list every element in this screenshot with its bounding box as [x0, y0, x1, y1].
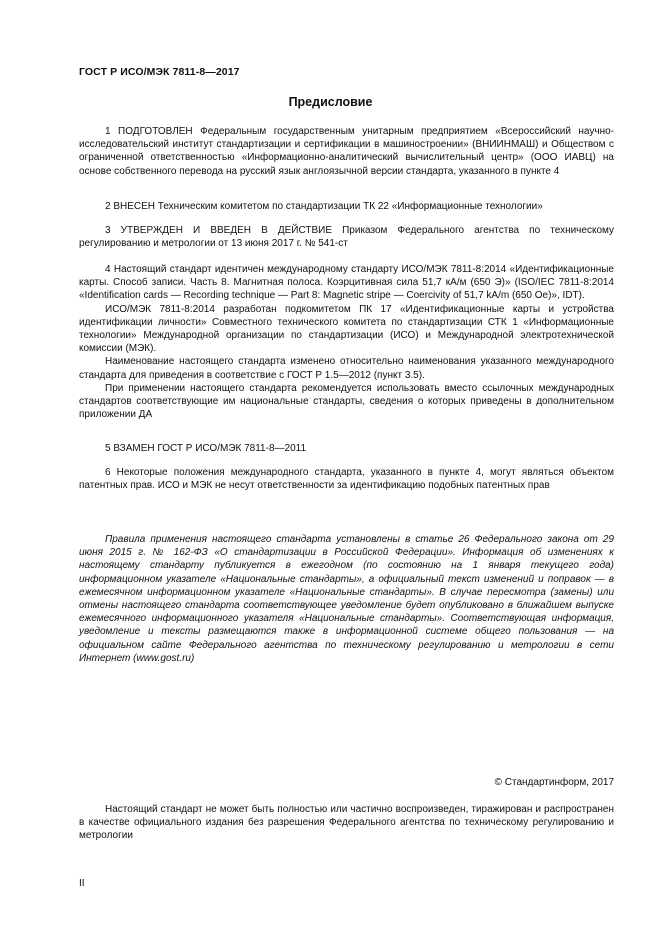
section-5: [79, 442, 614, 455]
section-3: [79, 224, 614, 250]
section-paragraph: 5 ВЗАМЕН ГОСТ Р ИСО/МЭК 7811-8—2011: [105, 443, 307, 454]
section-paragraph: 3 УТВЕРЖДЕН И ВВЕДЕН В ДЕЙСТВИЕ Приказом Федерального агентства по техническому регулированию и метрологии от 13 июня 2017 г. № 541-ст: [79, 225, 614, 250]
section-paragraph: 1 ПОДГОТОВЛЕН Федеральным государственным унитарным предприятием «Всероссийский научно-исследовательский институт стандартизации и сертификации в машиностроении» (ВНИИНМАШ) и Обществом с ограниченной ответственностью «Информационно-аналитический вычислительный центр» (ООО ИАВЦ) на основе собственного перевода на русский язык англоязычной версии стандарта, указанного в пункте 4: [79, 126, 614, 177]
notice-paragraph: Правила применения настоящего стандарта установлены в статье 26 Федерального закона от 29 июня 2015 г. № 162-ФЗ «О стандартизации в Российской Федерации». Информация об изменениях к настоящему стандарту публикуется в ежегодном (по состоянию на 1 января текущего года) информационном указателе «Национальные стандарты», а официальный текст изменений и поправок — в ежемесячном информационном указателе «Национальные стандарты». В случае пересмотра (замены) или отмены настоящего стандарта соответствующее уведомление будет опубликовано в ближайшем выпуске ежемесячного информационного указателя «Национальные стандарты». Соответствующая информация, уведомление и тексты размещаются также в информационной системе общего пользования — на официальном сайте Федерального агентства по техническому регулированию и метрологии в сети Интернет (www.gost.ru): [79, 534, 614, 664]
section-1: [79, 125, 614, 178]
section-paragraph: ИСО/МЭК 7811-8:2014 разработан подкомитетом ПК 17 «Идентификационные карты и устройства идентификации личности» Совместного технического комитета по стандартизации СТК 1 «Информационные технологии» Международной организации по стандартизации (ИСО) и Международной электротехнической комиссии (МЭК).: [79, 303, 614, 355]
page-number: II: [79, 878, 85, 889]
section-6: [79, 466, 614, 492]
standard-usage-notice: [79, 533, 614, 665]
section-paragraph: 4 Настоящий стандарт идентичен международному стандарту ИСО/МЭК 7811-8:2014 «Идентификационные карты. Способ записи. Часть 8. Магнитная полоса. Коэрцитивная сила 51,7 кА/м (650 Э)» (ISO/IEC 7811-8:2014 «Identification cards — Recording technique — Part 8: Magnetic stripe — Coercivity of 51,7 kA/m (650 Oe)», IDT).: [79, 264, 614, 302]
page-title: Предисловие: [288, 95, 373, 109]
section-paragraph: Наименование настоящего стандарта изменено относительно наименования указанного международного стандарта для приведения в соответствие с ГОСТ Р 1.5—2012 (пункт 3.5).: [79, 356, 614, 381]
footer-paragraph: Настоящий стандарт не может быть полностью или частично воспроизведен, тиражирован и распространен в качестве официального издания без разрешения Федерального агентства по техническому регулированию и метрологии: [79, 804, 614, 842]
section-4: [79, 263, 614, 421]
standard-id-header: ГОСТ Р ИСО/МЭК 7811-8—2017: [79, 66, 240, 78]
copyright-line: © Стандартинформ, 2017: [494, 777, 614, 788]
section-paragraph: 6 Некоторые положения международного стандарта, указанного в пункте 4, могут являться объектом патентных прав. ИСО и МЭК не несут ответственности за идентификацию подобных патентных прав: [79, 467, 614, 492]
section-paragraph: При применении настоящего стандарта рекомендуется использовать вместо ссылочных международных стандартов соответствующие им национальные стандарты, сведения о которых приведены в дополнительном приложении ДА: [79, 382, 614, 421]
section-paragraph: 2 ВНЕСЕН Техническим комитетом по стандартизации ТК 22 «Информационные технологии»: [105, 201, 543, 212]
section-2: [79, 200, 614, 213]
reproduction-notice: [79, 803, 614, 843]
